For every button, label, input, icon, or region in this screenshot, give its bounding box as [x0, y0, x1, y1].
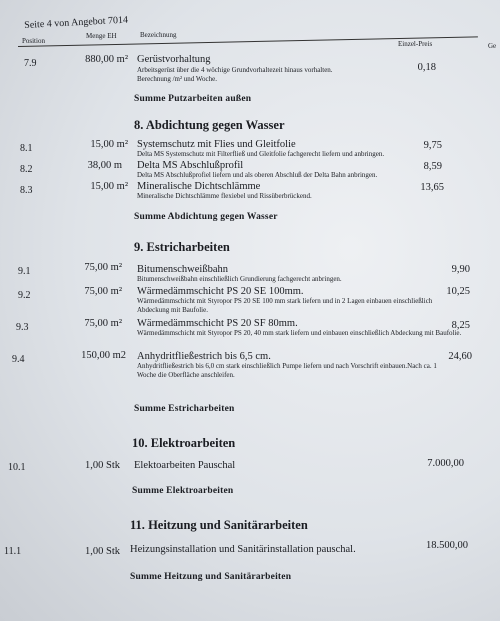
column-header-menge: Menge EH [86, 32, 117, 40]
item-quantity: 1,00 Stk [84, 460, 120, 471]
section-title: Elektroarbeiten [150, 436, 236, 450]
item-description: Delta MS Systemschutz mit Filterfließ und Gleitfolie fachgerecht liefern und anbringen. [137, 150, 385, 158]
item-description: Mineralische Dichtschlämme flexiebel und Rissüberbrückend. [137, 192, 312, 200]
item-quantity: 150,00 m2 [81, 350, 126, 361]
item-title: Systemschutz mit Flies und Gleitfolie [137, 139, 296, 150]
item-description: Delta MS Abschlußprofiel liefern und als oberen Abschluß der Delta Bahn anbringen. [137, 171, 378, 179]
item-unit-price: 24,60 [448, 351, 472, 362]
section-number: 10. [132, 436, 148, 450]
item-unit-price: 8,25 [451, 320, 470, 331]
section-title: Heitzung und Sanitärarbeiten [148, 518, 308, 532]
section-heading [130, 518, 308, 533]
section-sum: Summe Elektroarbeiten [132, 486, 234, 496]
item-quantity: 38,00 m [87, 160, 122, 171]
item-description: Anhydritfließestrich bis 6,0 cm stark einschließlich Pumpe liefern und nach Vorschrift einbauen.Nach ca. 1 Woche die Oberfläche anschleifen. [137, 362, 437, 379]
section-sum: Summe Abdichtung gegen Wasser [134, 212, 278, 222]
item-unit-price: 9,75 [423, 140, 442, 151]
item-unit-price: 9,90 [451, 264, 470, 275]
item-title: Wärmedämmschicht PS 20 SE 100mm. [137, 286, 304, 297]
column-header-position: Position [22, 37, 45, 45]
section-sum: Summe Putzarbeiten außen [134, 94, 252, 104]
item-title: Delta MS Abschlußprofil [137, 160, 244, 171]
item-description: Bitumenschweißbahn einschließlich Grundierung fachgerecht anbringen. [137, 275, 342, 283]
column-header-bezeichnung: Bezeichnung [140, 31, 177, 39]
item-quantity: 75,00 m² [84, 286, 122, 297]
item-position: 8.1 [20, 143, 33, 154]
item-unit-price: 10,25 [446, 286, 470, 297]
section-heading [134, 118, 285, 133]
item-position: 8.2 [20, 164, 33, 175]
item-quantity: 15,00 m² [90, 139, 128, 150]
item-unit-price: 7.000,00 [427, 458, 464, 469]
section-number: 8. [134, 118, 144, 132]
item-quantity: 75,00 m² [84, 318, 122, 329]
section-number: 11. [130, 518, 145, 532]
item-position: 11.1 [4, 546, 22, 557]
item-title: Gerüstvorhaltung [137, 54, 211, 65]
item-title: Elektoarbeiten Pauschal [134, 460, 236, 471]
item-position: 9.2 [18, 290, 31, 301]
item-quantity: 1,00 Stk [84, 546, 120, 557]
item-title: Anhydritfließestrich bis 6,5 cm. [137, 351, 271, 362]
item-quantity: 75,00 m² [84, 262, 122, 273]
item-position: 9.4 [12, 354, 25, 365]
item-unit-price: 0,18 [417, 62, 436, 73]
section-heading [134, 240, 230, 255]
section-title: Estricharbeiten [146, 240, 230, 254]
item-title: Heizungsinstallation und Sanitärinstallation pauschal. [130, 544, 356, 555]
column-header-einzelpreis: Einzel-Preis [398, 40, 433, 48]
item-title: Bitumenschweißbahn [137, 264, 228, 275]
item-unit-price: 8,59 [423, 161, 442, 172]
item-description: Arbeitsgerüst über die 4 wöchige Grundvorhaltezeit hinaus vorhalten. Berechnung /m² und Woche. [137, 66, 333, 83]
section-title: Abdichtung gegen Wasser [145, 118, 285, 132]
page-title: Seite 4 von Angebot 7014 [24, 14, 129, 31]
item-description: Wärmedämmschicht mit Styropor PS 20 SE 100 mm stark liefern und in 2 Lagen einbauen einschließlich Abdeckung mit Baufolie. [137, 297, 433, 314]
item-title: Mineralische Dichtschlämme [137, 181, 261, 192]
column-header-gesamt: Ge [488, 42, 497, 50]
item-position: 7.9 [24, 58, 37, 69]
item-position: 9.1 [18, 266, 31, 277]
item-position: 9.3 [16, 322, 29, 333]
item-position: 8.3 [20, 185, 33, 196]
item-unit-price: 13,65 [420, 182, 444, 193]
item-position: 10.1 [8, 462, 26, 473]
item-title: Wärmedämmschicht PS 20 SF 80mm. [137, 318, 298, 329]
item-description: Wärmedämmschicht mit Styropor PS 20, 40 mm stark liefern und einbauen einschließlich Abdeckung mit Baufolie. [137, 329, 462, 337]
section-heading [132, 436, 235, 451]
item-unit-price: 18.500,00 [426, 540, 468, 551]
item-quantity: 880,00 m² [85, 54, 128, 65]
item-quantity: 15,00 m² [90, 181, 128, 192]
section-sum: Summe Estricharbeiten [134, 404, 235, 414]
section-sum: Summe Heitzung und Sanitärarbeiten [130, 572, 292, 582]
section-number: 9. [134, 240, 144, 254]
